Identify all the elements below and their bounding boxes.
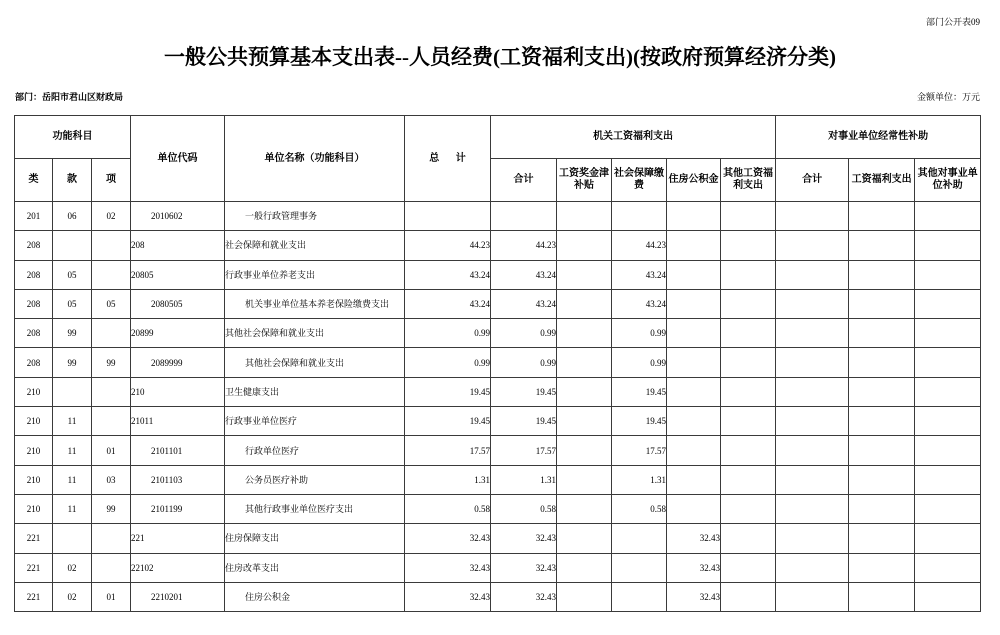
cell-other-wage [721,348,776,377]
cell-other-wage [721,260,776,289]
cell-other-wage [721,524,776,553]
cell-total: 1.31 [405,465,491,494]
cell-housing-fund [667,348,721,377]
cell-code: 2101199 [131,494,225,523]
cell-wage-welfare [849,436,915,465]
cell-other-wage [721,377,776,406]
cell-kuan [53,377,92,406]
header-institution-subsidy: 对事业单位经常性补助 [776,116,981,159]
cell-code: 2010602 [131,202,225,231]
cell-wage-welfare [849,524,915,553]
cell-subsidy-subtotal [776,260,849,289]
table-body [15,202,981,612]
cell-wage-welfare [849,289,915,318]
cell-housing-fund [667,465,721,494]
cell-wage-bonus [557,377,612,406]
cell-total: 19.45 [405,377,491,406]
cell-wage-welfare [849,231,915,260]
cell-subsidy-subtotal [776,377,849,406]
cell-wage-bonus [557,260,612,289]
cell-name: 卫生健康支出 [225,377,405,406]
cell-xiang [92,377,131,406]
header-lei: 类 [15,159,53,202]
cell-subsidy-subtotal [776,289,849,318]
cell-kuan [53,524,92,553]
cell-housing-fund [667,260,721,289]
cell-other-wage [721,289,776,318]
header-other-wage: 其他工资福利支出 [721,159,776,202]
cell-code: 22102 [131,553,225,582]
cell-social-security [612,524,667,553]
cell-agency-subtotal: 32.43 [491,553,557,582]
cell-other-subsidy [915,260,981,289]
cell-other-subsidy [915,582,981,611]
cell-other-wage [721,319,776,348]
table-row [15,582,981,611]
cell-kuan: 02 [53,553,92,582]
cell-wage-bonus [557,465,612,494]
cell-other-wage [721,494,776,523]
cell-lei: 221 [15,582,53,611]
amount-unit-label: 金额单位：万元 [916,92,980,102]
cell-kuan: 11 [53,407,92,436]
cell-other-wage [721,465,776,494]
cell-wage-welfare [849,465,915,494]
cell-social-security: 19.45 [612,377,667,406]
table-row [15,436,981,465]
cell-code: 208 [131,231,225,260]
cell-name: 一般行政管理事务 [225,202,405,231]
cell-lei: 208 [15,289,53,318]
cell-other-subsidy [915,319,981,348]
header-total: 总 计 [405,116,491,202]
cell-total: 0.99 [405,348,491,377]
cell-lei: 210 [15,465,53,494]
cell-social-security: 17.57 [612,436,667,465]
cell-housing-fund [667,231,721,260]
header-agency-wage: 机关工资福利支出 [491,116,776,159]
cell-name: 行政单位医疗 [225,436,405,465]
header-other-subsidy: 其他对事业单位补助 [915,159,981,202]
cell-agency-subtotal: 19.45 [491,407,557,436]
cell-social-security [612,553,667,582]
cell-wage-welfare [849,553,915,582]
header-xiang: 项 [92,159,131,202]
cell-housing-fund [667,289,721,318]
cell-other-subsidy [915,202,981,231]
cell-name: 其他行政事业单位医疗支出 [225,494,405,523]
cell-agency-subtotal: 0.58 [491,494,557,523]
cell-social-security: 43.24 [612,260,667,289]
cell-lei: 210 [15,377,53,406]
cell-other-subsidy [915,524,981,553]
cell-wage-welfare [849,582,915,611]
cell-code: 20899 [131,319,225,348]
cell-code: 2210201 [131,582,225,611]
cell-total: 32.43 [405,553,491,582]
cell-xiang: 01 [92,436,131,465]
cell-lei: 210 [15,494,53,523]
cell-housing-fund [667,377,721,406]
cell-agency-subtotal: 0.99 [491,319,557,348]
cell-subsidy-subtotal [776,436,849,465]
cell-xiang: 02 [92,202,131,231]
cell-subsidy-subtotal [776,319,849,348]
header-unit-name: 单位名称（功能科目） [225,116,405,202]
cell-social-security: 0.99 [612,319,667,348]
cell-code: 2089999 [131,348,225,377]
cell-xiang [92,319,131,348]
cell-lei: 201 [15,202,53,231]
cell-wage-welfare [849,377,915,406]
cell-name: 住房改革支出 [225,553,405,582]
cell-social-security: 43.24 [612,289,667,318]
cell-wage-bonus [557,553,612,582]
cell-lei: 221 [15,524,53,553]
cell-kuan: 06 [53,202,92,231]
cell-wage-bonus [557,582,612,611]
cell-lei: 208 [15,260,53,289]
cell-other-subsidy [915,289,981,318]
cell-xiang: 01 [92,582,131,611]
cell-other-subsidy [915,377,981,406]
cell-other-subsidy [915,494,981,523]
cell-other-wage [721,436,776,465]
cell-code: 221 [131,524,225,553]
page-title: 一般公共预算基本支出表--人员经费(工资福利支出)(按政府预算经济分类) [164,45,836,69]
cell-lei: 208 [15,231,53,260]
cell-social-security: 0.58 [612,494,667,523]
cell-wage-welfare [849,319,915,348]
cell-social-security: 44.23 [612,231,667,260]
table-row [15,494,981,523]
cell-housing-fund: 32.43 [667,582,721,611]
table-row [15,319,981,348]
table-row [15,260,981,289]
cell-total: 43.24 [405,260,491,289]
cell-subsidy-subtotal [776,348,849,377]
cell-total: 17.57 [405,436,491,465]
cell-housing-fund [667,436,721,465]
cell-social-security: 19.45 [612,407,667,436]
cell-housing-fund [667,202,721,231]
cell-xiang [92,407,131,436]
cell-lei: 208 [15,319,53,348]
cell-other-subsidy [915,436,981,465]
cell-wage-bonus [557,231,612,260]
cell-total: 19.45 [405,407,491,436]
cell-total [405,202,491,231]
cell-subsidy-subtotal [776,582,849,611]
cell-wage-bonus [557,524,612,553]
cell-code: 20805 [131,260,225,289]
cell-kuan: 99 [53,348,92,377]
cell-total: 32.43 [405,582,491,611]
table-row [15,407,981,436]
cell-other-wage [721,231,776,260]
cell-wage-welfare [849,260,915,289]
cell-code: 21011 [131,407,225,436]
budget-table [14,115,981,612]
cell-social-security: 0.99 [612,348,667,377]
cell-wage-bonus [557,289,612,318]
cell-subsidy-subtotal [776,524,849,553]
cell-code: 2080505 [131,289,225,318]
cell-xiang: 99 [92,348,131,377]
table-row [15,524,981,553]
header-social-security: 社会保障缴费 [612,159,667,202]
header-wage-welfare: 工资福利支出 [849,159,915,202]
cell-agency-subtotal: 0.99 [491,348,557,377]
cell-subsidy-subtotal [776,465,849,494]
cell-xiang: 03 [92,465,131,494]
header-unit-code: 单位代码 [131,116,225,202]
cell-agency-subtotal: 17.57 [491,436,557,465]
cell-kuan: 05 [53,260,92,289]
cell-name: 机关事业单位基本养老保险缴费支出 [225,289,405,318]
cell-housing-fund: 32.43 [667,524,721,553]
cell-name: 其他社会保障和就业支出 [225,348,405,377]
table-row [15,348,981,377]
cell-kuan: 99 [53,319,92,348]
cell-other-wage [721,202,776,231]
table-row [15,377,981,406]
cell-housing-fund [667,494,721,523]
cell-name: 住房公积金 [225,582,405,611]
cell-xiang [92,260,131,289]
cell-name: 公务员医疗补助 [225,465,405,494]
cell-kuan [53,231,92,260]
cell-wage-bonus [557,407,612,436]
header-housing-fund: 住房公积金 [667,159,721,202]
cell-wage-bonus [557,348,612,377]
cell-name: 行政事业单位医疗 [225,407,405,436]
cell-lei: 208 [15,348,53,377]
cell-housing-fund [667,407,721,436]
cell-other-wage [721,553,776,582]
cell-lei: 221 [15,553,53,582]
cell-total: 43.24 [405,289,491,318]
cell-kuan: 11 [53,494,92,523]
cell-name: 住房保障支出 [225,524,405,553]
cell-total: 0.99 [405,319,491,348]
header-row-1 [15,116,981,159]
cell-xiang [92,231,131,260]
table-row [15,553,981,582]
cell-wage-welfare [849,407,915,436]
cell-other-subsidy [915,231,981,260]
cell-name: 行政事业单位养老支出 [225,260,405,289]
cell-housing-fund [667,319,721,348]
cell-wage-bonus [557,319,612,348]
table-row [15,231,981,260]
cell-social-security: 1.31 [612,465,667,494]
cell-name: 社会保障和就业支出 [225,231,405,260]
cell-subsidy-subtotal [776,202,849,231]
cell-xiang: 05 [92,289,131,318]
cell-other-subsidy [915,348,981,377]
cell-lei: 210 [15,407,53,436]
cell-social-security [612,202,667,231]
cell-xiang: 99 [92,494,131,523]
table-row [15,465,981,494]
cell-agency-subtotal [491,202,557,231]
header-agency-subtotal: 合计 [491,159,557,202]
cell-subsidy-subtotal [776,494,849,523]
cell-kuan: 11 [53,436,92,465]
form-code: 部门公开表09 [925,17,980,27]
cell-other-wage [721,582,776,611]
cell-other-subsidy [915,465,981,494]
cell-total: 0.58 [405,494,491,523]
cell-wage-welfare [849,348,915,377]
cell-agency-subtotal: 1.31 [491,465,557,494]
table-row [15,202,981,231]
cell-agency-subtotal: 43.24 [491,260,557,289]
cell-social-security [612,582,667,611]
cell-total: 44.23 [405,231,491,260]
cell-code: 2101101 [131,436,225,465]
cell-subsidy-subtotal [776,231,849,260]
cell-code: 210 [131,377,225,406]
cell-agency-subtotal: 19.45 [491,377,557,406]
cell-xiang [92,524,131,553]
header-subsidy-subtotal: 合计 [776,159,849,202]
cell-subsidy-subtotal [776,407,849,436]
cell-total: 32.43 [405,524,491,553]
cell-kuan: 05 [53,289,92,318]
cell-agency-subtotal: 32.43 [491,582,557,611]
header-wage-bonus: 工资奖金津补贴 [557,159,612,202]
cell-agency-subtotal: 32.43 [491,524,557,553]
cell-code: 2101103 [131,465,225,494]
cell-agency-subtotal: 44.23 [491,231,557,260]
cell-other-wage [721,407,776,436]
department-label: 部门：岳阳市君山区财政局 [15,92,124,102]
cell-other-subsidy [915,553,981,582]
header-function-subject: 功能科目 [15,116,131,159]
header-kuan: 款 [53,159,92,202]
table-row [15,289,981,318]
cell-housing-fund: 32.43 [667,553,721,582]
cell-xiang [92,553,131,582]
cell-name: 其他社会保障和就业支出 [225,319,405,348]
cell-other-subsidy [915,407,981,436]
cell-subsidy-subtotal [776,553,849,582]
cell-wage-bonus [557,494,612,523]
cell-agency-subtotal: 43.24 [491,289,557,318]
cell-wage-bonus [557,436,612,465]
cell-kuan: 02 [53,582,92,611]
cell-wage-bonus [557,202,612,231]
cell-lei: 210 [15,436,53,465]
cell-wage-welfare [849,494,915,523]
cell-wage-welfare [849,202,915,231]
cell-kuan: 11 [53,465,92,494]
